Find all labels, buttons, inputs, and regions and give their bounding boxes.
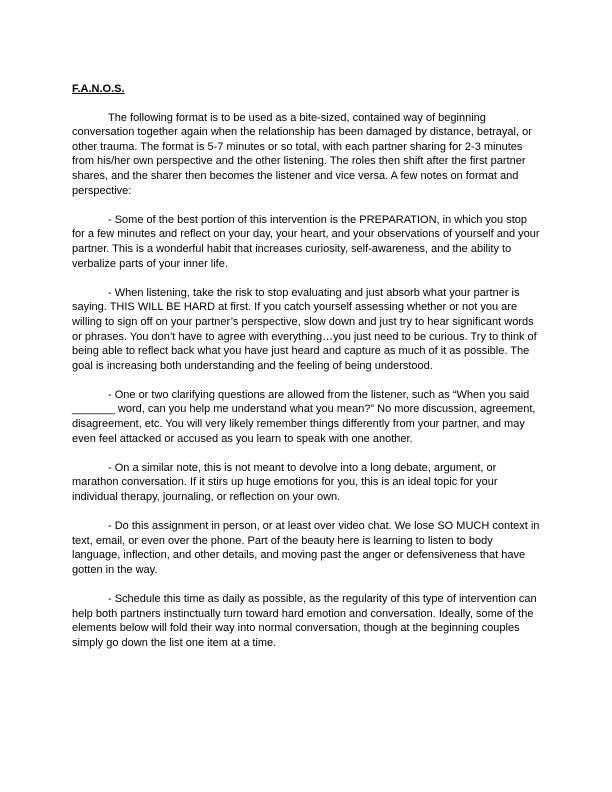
note-schedule: - Schedule this time as daily as possible, as the regularity of this type of intervention can help both partners instinctually turn toward hard emotion and conversation. Ideally, some of the elements below will fold their way into normal conversation, though at the beginning couples simply go down the list one item at a time. <box>72 593 537 649</box>
note-in-person: - Do this assignment in person, or at least over video chat. We lose SO MUCH context in text, email, or even over the phone. Part of the beauty here is learning to listen to body language, inflection, and other details, and moving past the anger or defensiveness that have gotten in the way. <box>72 520 540 576</box>
intro-paragraph: The following format is to be used as a bite-sized, contained way of beginning conversation together again when the relationship has been damaged by distance, betrayal, or other trauma. The format is 5-7 minutes or so total, with each partner sharing for 2-3 minutes from his/her own perspective and the other listening. The roles then shift after the first partner shares, and the sharer then becomes the listener and vice versa. A few notes on format and perspective: <box>72 111 532 197</box>
note-preparation: - Some of the best portion of this intervention is the PREPARATION, in which you stop for a few minutes and reflect on your day, your heart, and your observations of yourself and your partner. This is a wonderful habit that increases curiosity, self-awareness, and the ability to verbalize parts of your inner life. <box>72 213 540 270</box>
note-no-debate: - On a similar note, this is not meant to devolve into a long debate, argument, or marathon conversation. If it stirs up huge emotions for you, this is an ideal topic for your individual therapy, journaling, or reflection on your own. <box>72 461 498 504</box>
document-page <box>72 82 542 665</box>
note-listening: - When listening, take the risk to stop evaluating and just absorb what your partner is saying. THIS WILL BE HARD at first. If you catch yourself assessing whether or not you are willing to sign off on your partner’s perspective, slow down and just try to hear significant words or phrases. You don’t have to agree with everything…you just need to be curious. Try to think of being able to reflect back what you have just heard and capture as much of it as possible. The goal is increasing both understanding and the feeling of being understood. <box>72 286 537 372</box>
note-clarifying-questions: - One or two clarifying questions are allowed from the listener, such as “When you said _______ word, can you help me understand what you mean?” No more discussion, agreement, disagreement, etc. You will very likely remember things differently from your partner, and may even feel attacked or accused as you learn to speak with one another. <box>72 388 536 445</box>
document-title: F.A.N.O.S. <box>72 83 125 95</box>
